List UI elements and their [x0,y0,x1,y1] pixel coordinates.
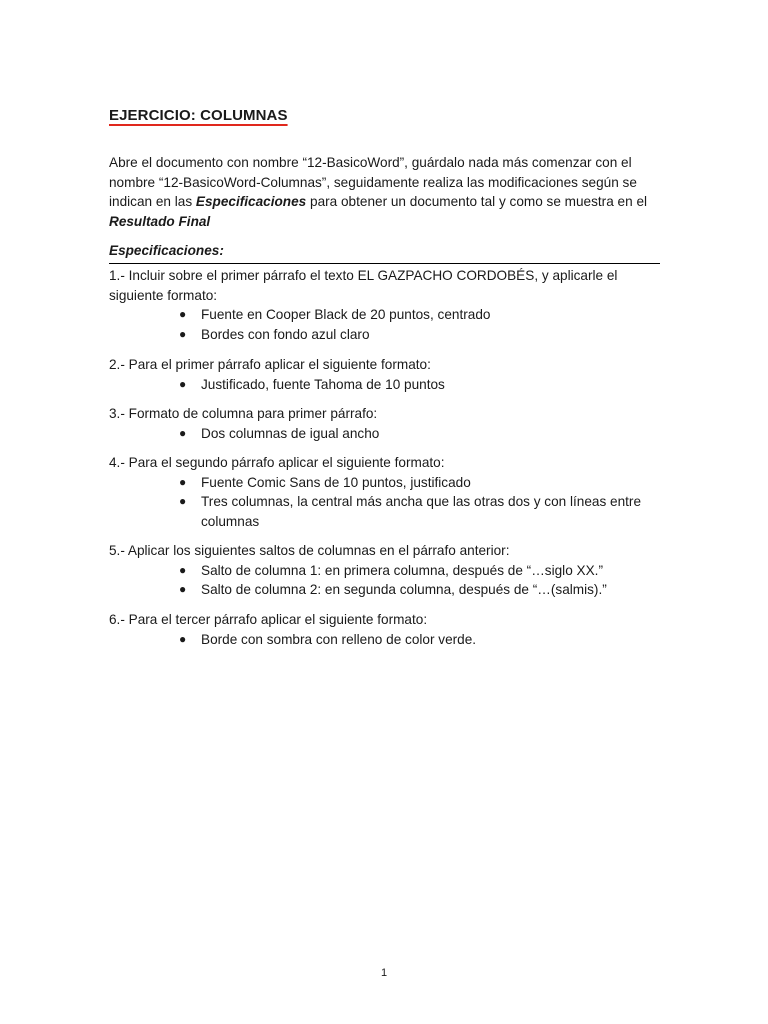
list-item-text: Justificado, fuente Tahoma de 10 puntos [201,376,445,392]
bullet-icon: ● [179,376,187,391]
spec-section-3 [109,404,661,443]
document-title: EJERCICIO: COLUMNAS [109,107,288,124]
page-number: 1 [380,967,388,979]
list-item-text: Salto de columna 1: en primera columna, después de “…siglo XX.” [201,562,603,578]
section-lead: 5.- Aplicar los siguientes saltos de columnas en el párrafo anterior: [109,543,510,558]
intro-text-1: Abre el documento con nombre “12-BasicoWord”, guárdalo nada más comenzar con el nombre “12-BasicoWord-Columnas”, seguidamente realiza las modificaciones según se indican en las [109,155,637,209]
list-item [109,473,661,493]
list-item-text: Fuente Comic Sans de 10 puntos, justificado [201,474,471,490]
specifications-heading: Especificaciones: [109,241,660,264]
section-lead: 6.- Para el tercer párrafo aplicar el siguiente formato: [109,612,428,627]
spec-section-4 [109,453,661,531]
list-item [109,305,661,325]
list-item-text: Salto de columna 2: en segunda columna, después de “…(salmis).” [201,582,607,597]
spec-section-2 [109,355,661,394]
intro-emphasis-final-result: Resultado Final [109,213,211,229]
spec-section-5 [109,541,661,600]
bullet-list [109,561,661,600]
list-item-text: Fuente en Cooper Black de 20 puntos, centrado [201,307,491,322]
list-item [109,561,661,581]
section-lead: 4.- Para el segundo párrafo aplicar el siguiente formato: [109,455,445,470]
bullet-list [109,473,661,532]
bullet-icon: ● [179,474,187,489]
list-item-text: Bordes con fondo azul claro [201,326,370,342]
intro-emphasis-specifications: Especificaciones [195,194,307,209]
intro-paragraph [109,153,661,231]
list-item-text: Dos columnas de igual ancho [201,425,380,441]
list-item [109,375,661,395]
section-lead: 2.- Para el primer párrafo aplicar el siguiente formato: [109,357,431,372]
bullet-list [109,630,661,650]
list-item [109,630,661,650]
bullet-icon: ● [179,631,187,646]
bullet-list [109,305,661,344]
intro-text-2: para obtener un documento tal y como se muestra en el [306,194,648,209]
list-item-text: Tres columnas, la central más ancha que las otras dos y con líneas entre columnas [201,494,642,529]
bullet-icon: ● [179,326,187,341]
bullet-list [109,424,661,444]
section-lead: 1.- Incluir sobre el primer párrafo el texto EL GAZPACHO CORDOBÉS, y aplicarle el siguiente formato: [109,268,618,303]
bullet-icon: ● [179,307,187,321]
bullet-list [109,375,661,395]
section-lead: 3.- Formato de columna para primer párrafo: [109,406,378,421]
spec-section-1 [109,266,661,344]
list-item [109,492,661,531]
bullet-icon: ● [179,582,187,596]
list-item [109,424,661,444]
list-item [109,580,661,600]
bullet-icon: ● [179,494,187,508]
list-item [109,325,661,345]
bullet-icon: ● [179,425,187,440]
list-item-text: Borde con sombra con relleno de color verde. [201,631,477,647]
spec-section-6 [109,610,661,649]
bullet-icon: ● [179,562,187,577]
